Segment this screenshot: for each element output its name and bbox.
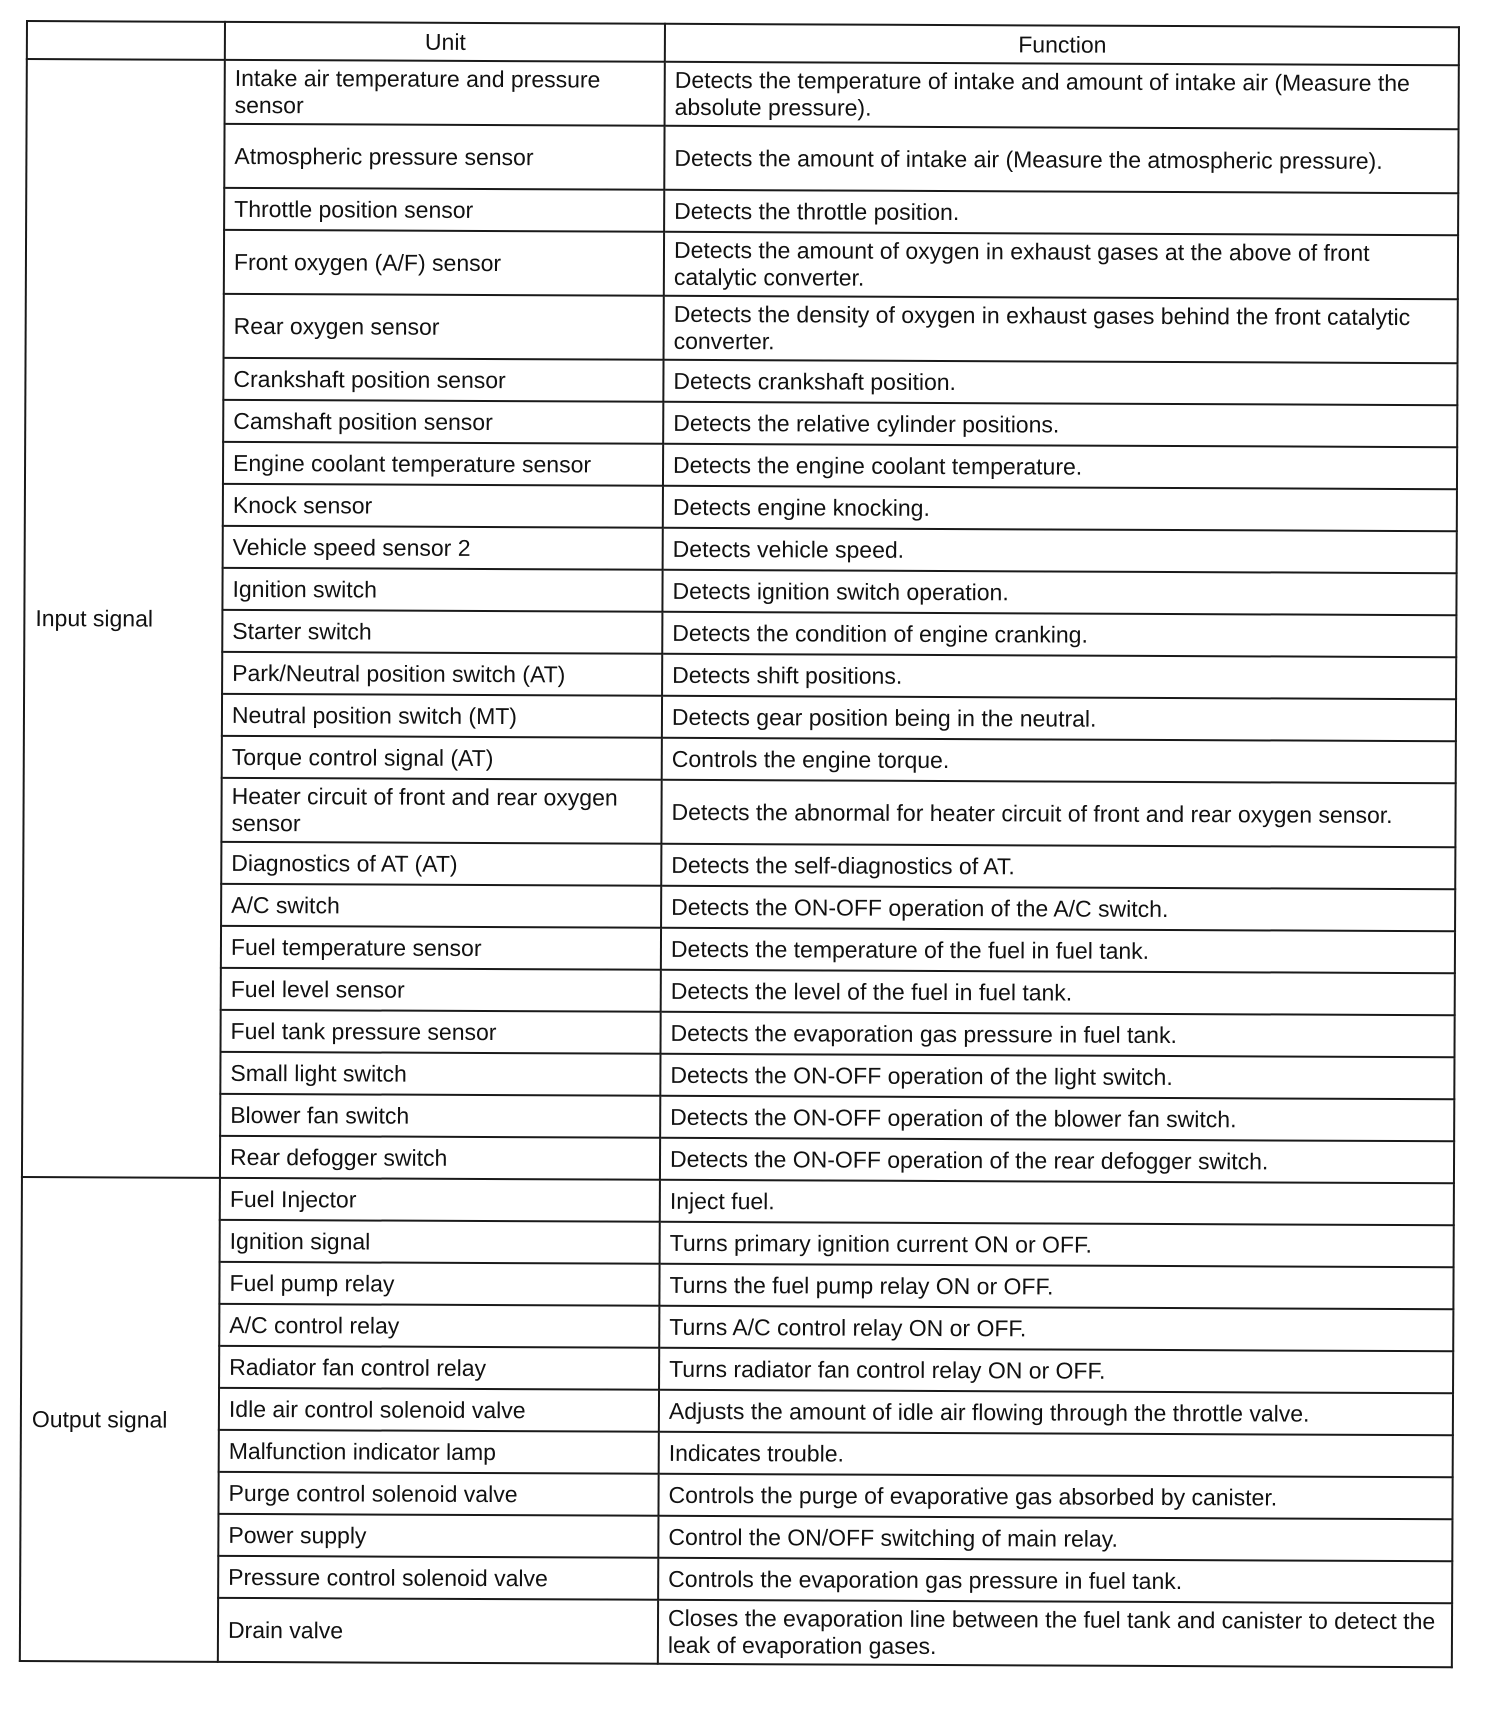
table-row [26,229,1458,299]
header-function: Function [665,24,1459,65]
table-row [25,483,1457,531]
function-cell: Detects the temperature of intake and amount of intake air (Measure the absolute pressure). [665,62,1459,129]
table-row [26,187,1458,235]
table-row [26,123,1458,193]
function-cell: Detects shift positions. [662,654,1456,699]
table-row [27,59,1459,129]
header-group-cell [27,21,225,60]
function-cell: Detects gear position being in the neutral. [662,696,1456,741]
unit-cell: Vehicle speed sensor 2 [223,526,663,570]
unit-cell: A/C control relay [219,1304,659,1348]
table-row [24,651,1456,699]
table-row [25,441,1457,489]
function-cell: Indicates trouble. [659,1432,1453,1477]
unit-cell: Knock sensor [223,484,663,528]
table-row [20,1597,1452,1667]
function-cell: Controls the purge of evaporative gas absorbed by canister. [658,1474,1452,1519]
function-cell: Detects the amount of intake air (Measure the atmospheric pressure). [664,126,1458,193]
function-cell: Detects the density of oxygen in exhaust gases behind the front catalytic converter. [664,296,1458,363]
unit-cell: Radiator fan control relay [219,1346,659,1390]
unit-cell: Park/Neutral position switch (AT) [222,652,662,696]
table-row [20,1471,1452,1519]
function-cell: Turns radiator fan control relay ON or OFF. [659,1348,1453,1393]
function-cell: Controls the evaporation gas pressure in fuel tank. [658,1558,1452,1603]
table-row [20,1513,1452,1561]
unit-cell: Diagnostics of AT (AT) [221,842,661,886]
function-cell: Detects the throttle position. [664,190,1458,235]
unit-cell: Intake air temperature and pressure sensor [225,60,665,126]
unit-cell: Idle air control solenoid valve [219,1388,659,1432]
table-row [23,841,1455,889]
group-label: Output signal [20,1177,220,1662]
table-row [25,357,1457,405]
unit-cell: Fuel pump relay [219,1262,659,1306]
unit-cell: Rear oxygen sensor [224,294,664,360]
unit-cell: Neutral position switch (MT) [222,694,662,738]
unit-cell: Crankshaft position sensor [223,358,663,402]
table-row [24,567,1456,615]
unit-cell: Power supply [218,1514,658,1558]
function-cell: Turns primary ignition current ON or OFF. [660,1222,1454,1267]
table-row [22,1051,1454,1099]
unit-cell: Pressure control solenoid valve [218,1556,658,1600]
table-row [24,609,1456,657]
function-cell: Adjusts the amount of idle air flowing through the throttle valve. [659,1390,1453,1435]
table-row [21,1261,1453,1309]
unit-cell: Drain valve [218,1598,658,1664]
group-label: Input signal [22,59,225,1178]
function-cell: Control the ON/OFF switching of main relay. [658,1516,1452,1561]
table-row [26,293,1458,363]
table-row [23,777,1455,847]
unit-cell: Camshaft position sensor [223,400,663,444]
unit-cell: Front oxygen (A/F) sensor [224,230,664,296]
table-row [22,1219,1454,1267]
table-row [21,1345,1453,1393]
function-cell: Detects the evaporation gas pressure in fuel tank. [660,1012,1454,1057]
function-cell: Detects the ON-OFF operation of the rear defogger switch. [660,1138,1454,1183]
function-cell: Detects the ON-OFF operation of the A/C switch. [661,886,1455,931]
function-cell: Detects the temperature of the fuel in fuel tank. [661,928,1455,973]
function-cell: Detects the condition of engine cranking. [662,612,1456,657]
unit-cell: Engine coolant temperature sensor [223,442,663,486]
function-cell: Detects vehicle speed. [663,528,1457,573]
table-row [23,1009,1455,1057]
function-cell: Inject fuel. [660,1180,1454,1225]
header-row [27,21,1459,65]
table-row [21,1303,1453,1351]
unit-cell: Malfunction indicator lamp [219,1430,659,1474]
unit-cell: A/C switch [221,884,661,928]
function-cell: Detects the ON-OFF operation of the light switch. [660,1054,1454,1099]
unit-cell: Rear defogger switch [220,1136,660,1180]
unit-cell: Small light switch [220,1052,660,1096]
function-cell: Controls the engine torque. [662,738,1456,783]
table-row [22,1093,1454,1141]
function-cell: Detects ignition switch operation. [662,570,1456,615]
unit-cell: Fuel tank pressure sensor [220,1010,660,1054]
unit-cell: Heater circuit of front and rear oxygen sensor [221,778,661,844]
unit-cell: Fuel Injector [220,1178,660,1222]
unit-cell: Blower fan switch [220,1094,660,1138]
unit-cell: Atmospheric pressure sensor [224,124,664,190]
header-unit: Unit [225,22,665,62]
function-cell: Closes the evaporation line between the fuel tank and canister to detect the leak of evaporation gases. [658,1600,1452,1667]
function-cell: Turns A/C control relay ON or OFF. [659,1306,1453,1351]
table-header [27,21,1459,65]
table-row [23,925,1455,973]
function-cell: Detects the self-diagnostics of AT. [661,844,1455,889]
function-cell: Detects the amount of oxygen in exhaust gases at the above of front catalytic converter. [664,232,1458,299]
unit-cell: Fuel temperature sensor [221,926,661,970]
table-row [23,967,1455,1015]
table-row [21,1387,1453,1435]
function-cell: Turns the fuel pump relay ON or OFF. [659,1264,1453,1309]
unit-function-table [19,20,1460,1668]
table-row [22,1177,1454,1225]
table-row [23,883,1455,931]
function-cell: Detects crankshaft position. [663,360,1457,405]
function-cell: Detects the engine coolant temperature. [663,444,1457,489]
function-cell: Detects the relative cylinder positions. [663,402,1457,447]
unit-cell: Purge control solenoid valve [218,1472,658,1516]
unit-cell: Fuel level sensor [221,968,661,1012]
table-row [22,1135,1454,1183]
unit-cell: Ignition signal [220,1220,660,1264]
function-cell: Detects the ON-OFF operation of the blower fan switch. [660,1096,1454,1141]
table-row [25,399,1457,447]
function-cell: Detects engine knocking. [663,486,1457,531]
table-row [20,1555,1452,1603]
unit-cell: Starter switch [222,610,662,654]
function-cell: Detects the abnormal for heater circuit of front and rear oxygen sensor. [661,780,1455,847]
table-row [21,1429,1453,1477]
table-row [25,525,1457,573]
unit-cell: Throttle position sensor [224,188,664,232]
unit-cell: Torque control signal (AT) [222,736,662,780]
function-cell: Detects the level of the fuel in fuel tank. [661,970,1455,1015]
unit-cell: Ignition switch [222,568,662,612]
table-body [20,59,1459,1667]
table-row [24,735,1456,783]
table-row [24,693,1456,741]
